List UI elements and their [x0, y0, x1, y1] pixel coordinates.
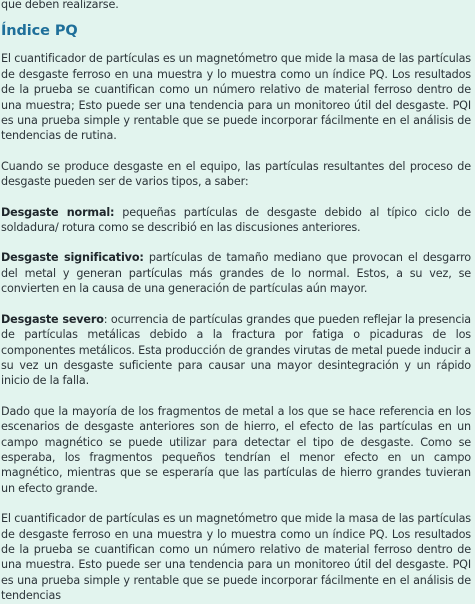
types-intro-paragraph: Cuando se produce desgaste en el equipo, las partículas resultantes del proceso de desgaste pueden ser de varios tipos, a saber: — [1, 159, 471, 189]
significant-wear-paragraph — [1, 250, 471, 296]
intro-paragraph: El cuantificador de partículas es un magnetómetro que mide la masa de las partículas de desgaste ferroso en una muestra y lo muestra como un índice PQ. Los resultados de la prueba se cuantifican como un número relativo de material ferroso dentro de una muestra; Esto puede ser una tendencia para un monitoreo útil del desgaste. PQI es una prueba simple y rentable que se puede incorporar fácilmente en el análisis de tendencias de rutina. — [1, 52, 471, 143]
severe-wear-term: Desgaste severo — [1, 312, 104, 326]
normal-wear-term: Desgaste normal: — [1, 205, 115, 219]
normal-wear-text: pequeñas partículas de desgaste debido al típico ciclo de soldadura/ rotura como se describió en las discusiones anteriores. — [1, 205, 471, 235]
significant-wear-text: partículas de tamaño mediano que provocan el desgarro del metal y generan partículas más grandes de lo normal. Estos, a su vez, se convierten en la causa de una generación de partículas aún mayor. — [1, 251, 471, 296]
repeat-paragraph: El cuantificador de partículas es un magnetómetro que mide la masa de las partículas de desgaste ferroso en una muestra y lo muestra como un índice PQ. Los resultados de la prueba se cuantifican como un número relativo de material ferroso dentro de una muestra. Esto puede ser una tendencia para un monitoreo útil del desgaste. PQI es una prueba simple y rentable que se puede incorporar fácilmente en el análisis de tendencias — [1, 512, 471, 603]
iron-fragments-paragraph: Dado que la mayoría de los fragmentos de metal a los que se hace referencia en los escenarios de desgaste anteriores son de hierro, el efecto de las partículas en un campo magnético se puede utilizar para detectar el tipo de desgaste. Como se esperaba, los fragmentos pequeños tendrían el menor efecto en un campo magnético, mientras que se esperaría que las partículas de hierro grandes tuvieran un efecto grande. — [1, 404, 471, 495]
significant-wear-term: Desgaste significativo: — [1, 251, 144, 265]
section-heading: Índice PQ — [1, 23, 78, 40]
severe-wear-text: : ocurrencia de partículas grandes que pueden reflejar la presencia de partículas metálicas debido a la fractura por fatiga o picaduras de los componentes metálicos. Esta producción de grandes virutas de metal puede inducir a su vez un desgaste suficiente para causar una mayor desintegración y un rápido inicio de la falla. — [1, 312, 471, 388]
top-fragment: que deben realizarse. — [1, 0, 119, 11]
severe-wear-paragraph — [1, 312, 471, 389]
normal-wear-paragraph — [1, 205, 471, 236]
